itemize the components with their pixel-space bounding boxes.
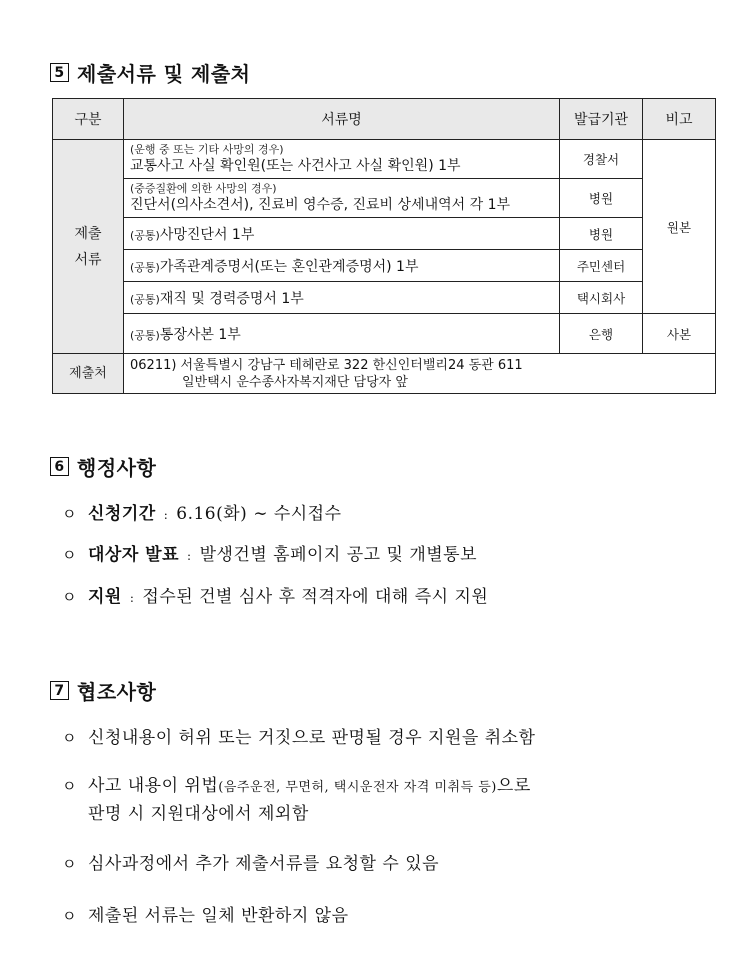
item-label: 지원	[88, 587, 122, 607]
agency-cell: 택시회사	[560, 282, 643, 314]
item-label: 대상자 발표	[88, 545, 180, 565]
document-name: 가족관계증명서(또는 혼인관계증명서) 1부	[159, 258, 419, 275]
document-prefix: (공통)	[130, 228, 160, 242]
document-name: 재직 및 경력증명서 1부	[159, 290, 304, 307]
remark-cell: 원본	[643, 140, 716, 314]
bullet-mark: ㅇ	[62, 855, 77, 873]
section-6-title	[50, 452, 156, 481]
item-text: 으로	[496, 776, 531, 796]
header-category: 구분	[53, 99, 124, 140]
table-row	[53, 282, 716, 314]
list-item	[62, 584, 712, 611]
submit-address-line: 일반택시 운수종사자복지재단 담당자 앞	[182, 374, 408, 390]
submit-address-line: 06211) 서울특별시 강남구 테헤란로 322 한신인터밸리24 동관 611	[130, 357, 523, 373]
list-item	[62, 903, 712, 929]
category-label: 제출	[74, 225, 102, 242]
section-title-text: 제출서류 및 제출처	[77, 62, 251, 86]
category-cell	[53, 140, 124, 354]
document-name: 사망진단서 1부	[159, 226, 255, 243]
bullet-mark: ㅇ	[62, 588, 77, 606]
bullet-mark: ㅇ	[62, 505, 77, 523]
agency-cell: 병원	[560, 218, 643, 250]
document-name: 진단서(의사소견서), 진료비 영수증, 진료비 상세내역서 각 1부	[130, 197, 511, 213]
item-label: 신청기간	[88, 504, 156, 524]
agency-cell: 병원	[560, 179, 643, 218]
table-row	[53, 218, 716, 250]
section-title-text: 행정사항	[77, 456, 157, 480]
table-row	[53, 314, 716, 354]
item-text: 사고 내용이 위법	[88, 776, 219, 796]
bullet-mark: ㅇ	[62, 729, 77, 747]
item-separator: :	[129, 591, 135, 605]
document-prefix: (공통)	[130, 260, 160, 274]
item-text: 신청내용이 허위 또는 거짓으로 판명될 경우 지원을 취소함	[88, 728, 536, 748]
table-row	[53, 140, 716, 179]
item-text: 6.16(화) ∼ 수시접수	[176, 504, 342, 524]
list-item	[62, 542, 712, 569]
list-item	[62, 725, 712, 751]
document-cell	[124, 314, 560, 354]
document-cell	[124, 140, 560, 179]
section-7-title	[50, 676, 156, 705]
item-text-detail: (음주운전, 무면허, 택시운전자 자격 미취득 등)	[218, 780, 497, 795]
table-row	[53, 179, 716, 218]
item-separator: :	[163, 508, 169, 522]
header-remark: 비고	[643, 99, 716, 140]
list-item	[62, 501, 712, 528]
header-document: 서류명	[124, 99, 560, 140]
document-prefix: (공통)	[130, 292, 160, 306]
section-number-box: 7	[50, 681, 69, 700]
submit-label: 제출처	[53, 354, 124, 394]
section-title-text: 협조사항	[77, 680, 157, 704]
list-item	[62, 773, 712, 827]
agency-cell: 주민센터	[560, 250, 643, 282]
submit-row	[53, 354, 716, 394]
list-item	[62, 851, 712, 877]
header-agency: 발급기관	[560, 99, 643, 140]
agency-cell: 은행	[560, 314, 643, 354]
item-text: 접수된 건별 심사 후 적격자에 대해 즉시 지원	[142, 587, 489, 607]
remark-cell: 사본	[643, 314, 716, 354]
document-cell	[124, 179, 560, 218]
item-text: 판명 시 지원대상에서 제외함	[88, 804, 309, 824]
document-note: (운행 중 또는 기타 사망의 경우)	[130, 143, 284, 156]
bullet-mark: ㅇ	[62, 777, 77, 795]
section-number-box: 5	[50, 63, 69, 82]
agency-cell: 경찰서	[560, 140, 643, 179]
item-text: 제출된 서류는 일체 반환하지 않음	[88, 906, 349, 926]
category-label: 서류	[74, 251, 102, 268]
document-name: 교통사고 사실 확인원(또는 사건사고 사실 확인원) 1부	[130, 158, 461, 174]
document-note: (중증질환에 의한 사망의 경우)	[130, 182, 277, 195]
table-header-row	[53, 99, 716, 140]
documents-table	[52, 98, 716, 394]
table-row	[53, 250, 716, 282]
document-cell	[124, 250, 560, 282]
submit-address	[124, 354, 716, 394]
bullet-mark: ㅇ	[62, 546, 77, 564]
section-number-box: 6	[50, 457, 69, 476]
document-name: 통장사본 1부	[159, 326, 241, 343]
document-cell	[124, 218, 560, 250]
section-5-title	[50, 58, 251, 87]
item-separator: :	[187, 549, 192, 563]
item-text: 심사과정에서 추가 제출서류를 요청할 수 있음	[88, 854, 440, 874]
bullet-mark: ㅇ	[62, 907, 77, 925]
document-prefix: (공통)	[130, 328, 160, 342]
document-cell	[124, 282, 560, 314]
item-text: 발생건별 홈페이지 공고 및 개별통보	[199, 545, 478, 565]
